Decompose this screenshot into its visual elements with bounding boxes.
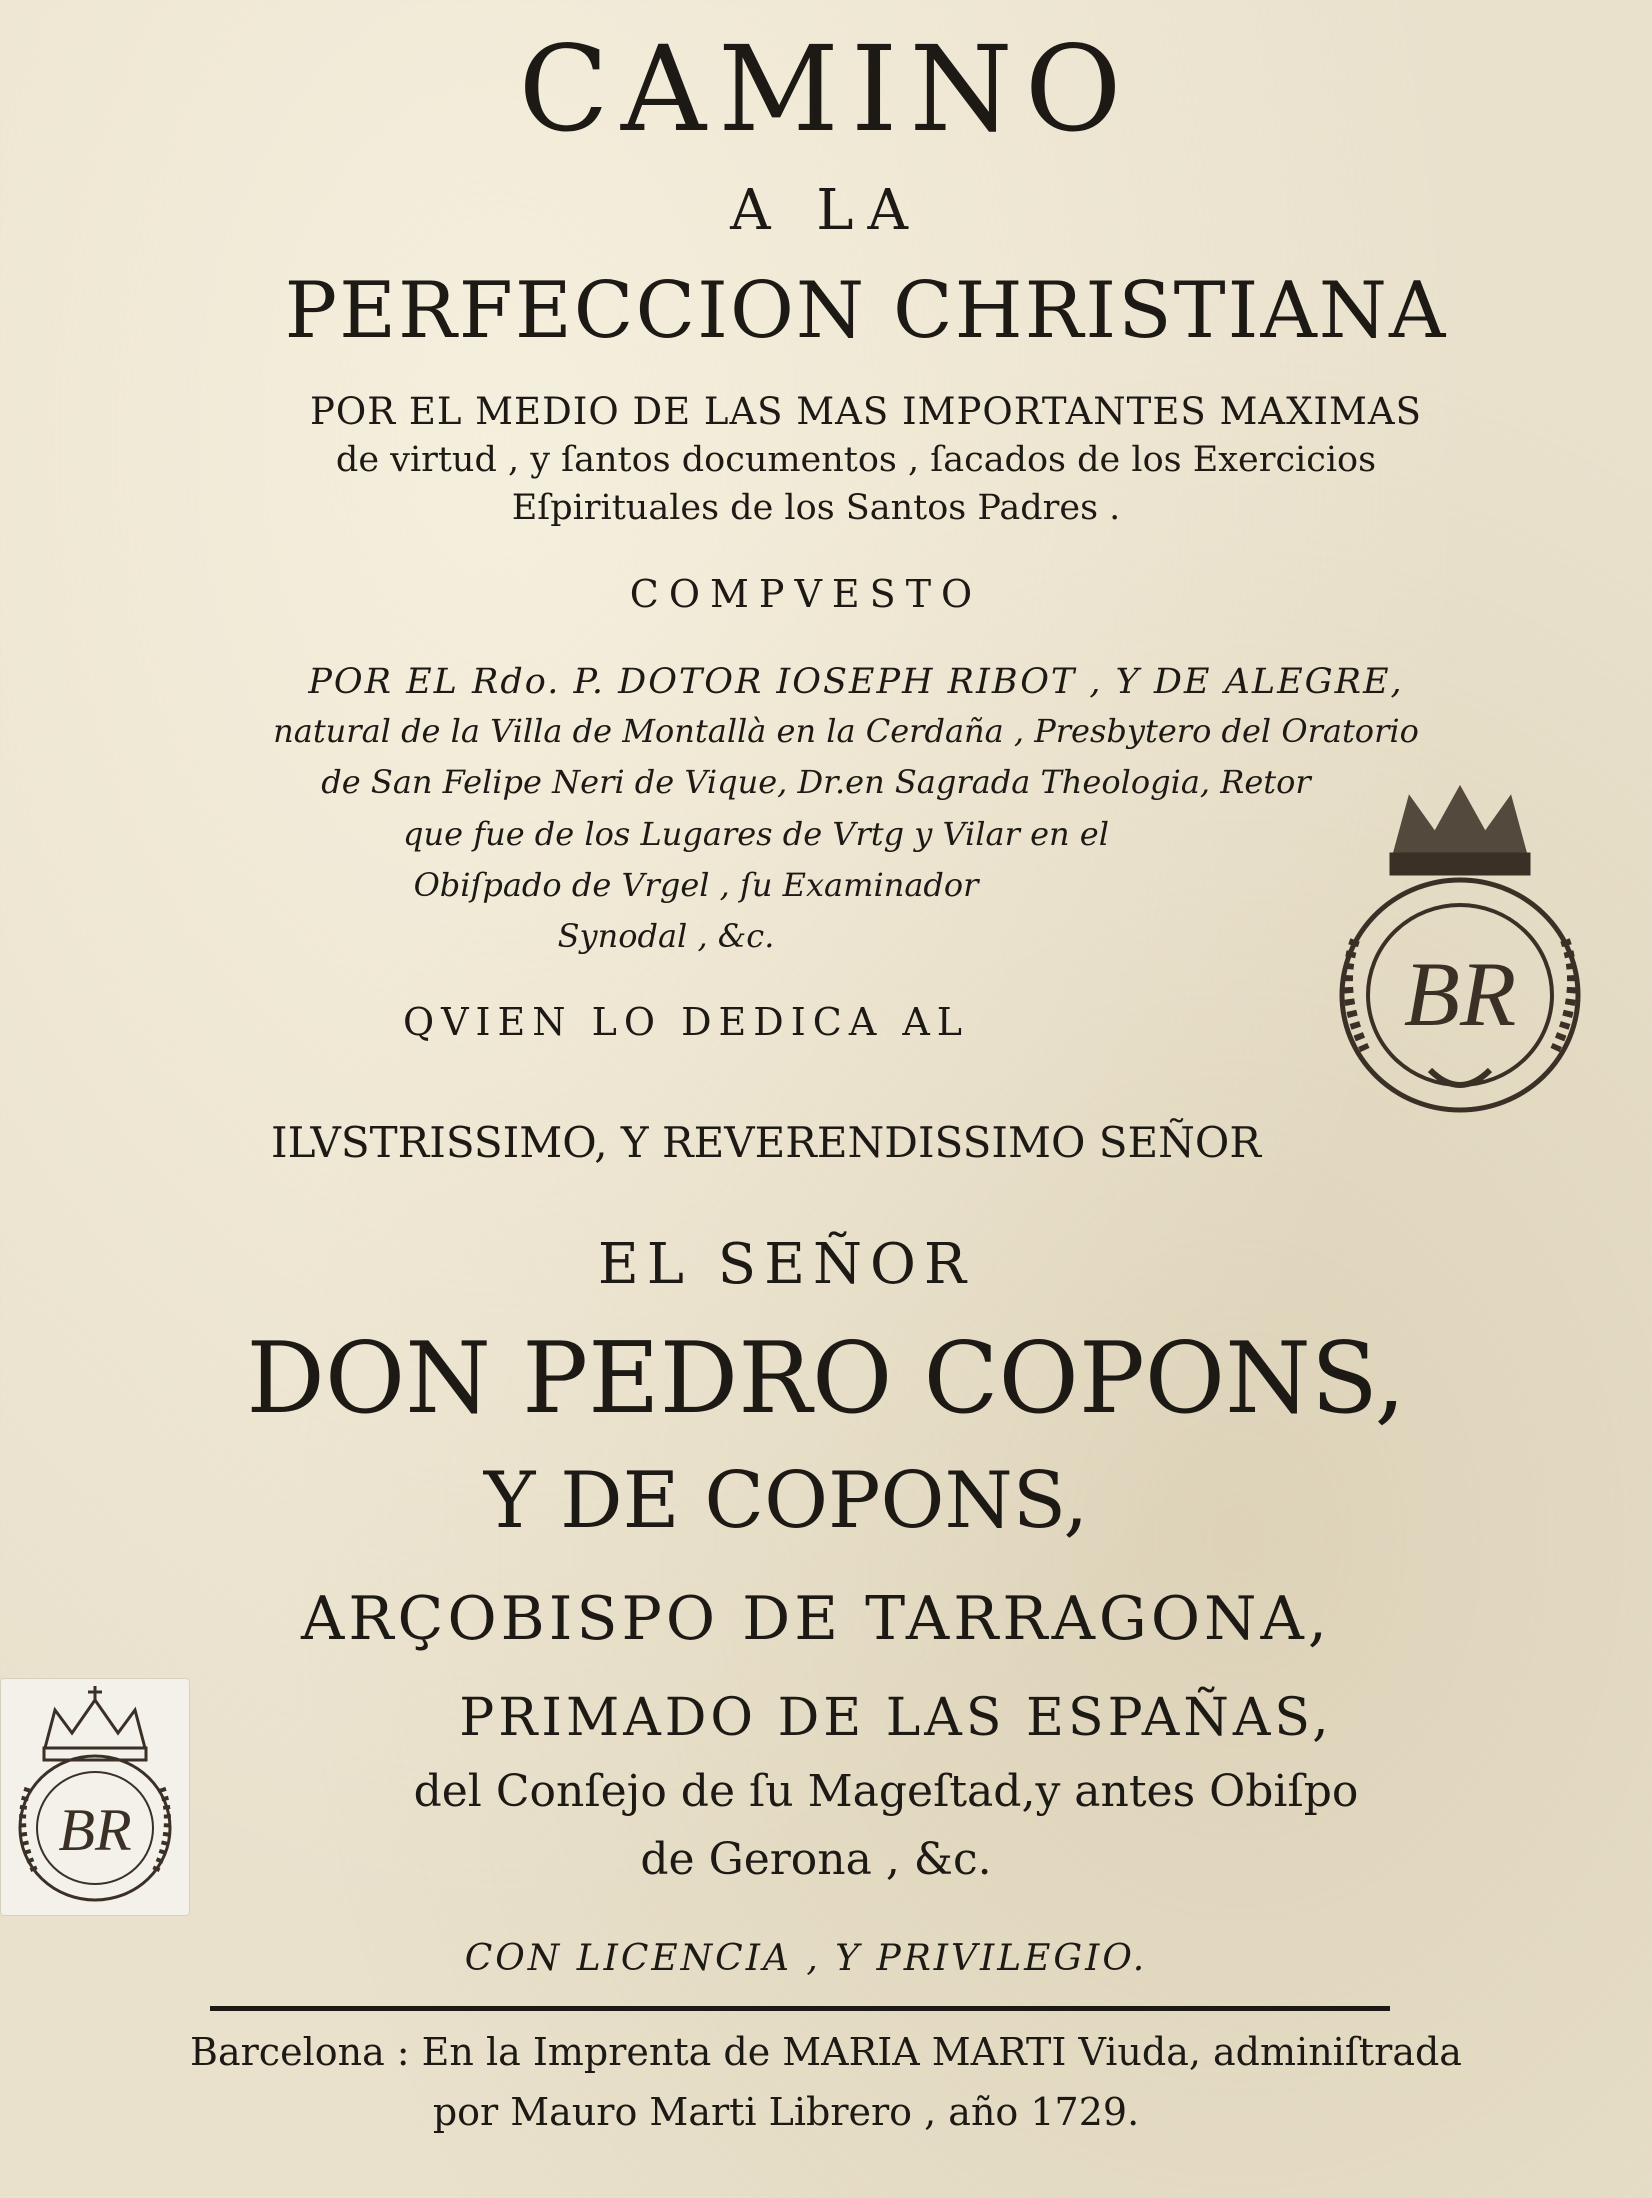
imprint-line-2: por Mauro Marti Librero , año 1729.: [432, 2090, 1140, 2134]
compuesto-heading: COMPVESTO: [629, 572, 983, 616]
title-perfeccion-christiana: PERFECCION CHRISTIANA: [284, 266, 1448, 356]
author-line-4: que fue de los Lugares de Vrtg y Vilar en el: [403, 815, 1109, 853]
title-a-la: A LA: [730, 178, 922, 243]
imprint-line-1: Barcelona : En la Imprenta de MARIA MARTI Viuda, adminiſtrada: [190, 2030, 1462, 2074]
dedication-line: QVIEN LO DEDICA AL: [402, 1000, 970, 1044]
author-line-6: Synodal , &c.: [557, 917, 775, 955]
subtitle-line-1: POR EL MEDIO DE LAS MAS IMPORTANTES MAXIMAS: [309, 390, 1422, 433]
author-line-5: Obiſpado de Vrgel , ſu Examinador: [413, 866, 979, 904]
honorific-line: ILVSTRISSIMO, Y REVERENDISSIMO SEÑOR: [271, 1118, 1261, 1167]
author-line-3: de San Felipe Neri de Vique, Dr.en Sagrada Theologia, Retor: [321, 763, 1311, 801]
license-line: CON LICENCIA , Y PRIVILEGIO.: [464, 1938, 1148, 1979]
title-camino: CAMINO: [518, 20, 1134, 158]
ownership-stamp-right: [1300, 770, 1620, 1130]
subtitle-line-3: Eſpirituales de los Santos Padres .: [511, 488, 1121, 528]
council-line-2: de Gerona , &c.: [640, 1834, 992, 1885]
crown-wreath-icon: [1300, 770, 1620, 1130]
el-senor: EL SEÑOR: [597, 1232, 975, 1297]
dedicatee-name-2: Y DE COPONS,: [483, 1456, 1089, 1546]
imprint-rule: [210, 2006, 1390, 2011]
subtitle-line-2: de virtud , y ſantos documentos , ſacados de los Exercicios: [335, 440, 1377, 480]
archbishop-title: ARÇOBISPO DE TARRAGONA,: [301, 1584, 1331, 1654]
author-line-2: natural de la Villa de Montallà en la Cerdaña , Presbytero del Oratorio: [273, 712, 1419, 750]
dedicatee-name-1: DON PEDRO COPONS,: [246, 1322, 1406, 1436]
stamp-monogram-left: BR: [58, 1797, 132, 1863]
primate-title: PRIMADO DE LAS ESPAÑAS,: [459, 1688, 1333, 1748]
ownership-stamp-left: [0, 1678, 190, 1916]
author-line-1: POR EL Rdo. P. DOTOR IOSEPH RIBOT , Y DE ALEGRE,: [308, 662, 1404, 702]
stamp-monogram-right: BR: [1403, 943, 1517, 1045]
crown-wreath-icon: [0, 1678, 190, 1916]
council-line-1: del Conſejo de ſu Mageſtad,y antes Obiſpo: [413, 1766, 1359, 1817]
